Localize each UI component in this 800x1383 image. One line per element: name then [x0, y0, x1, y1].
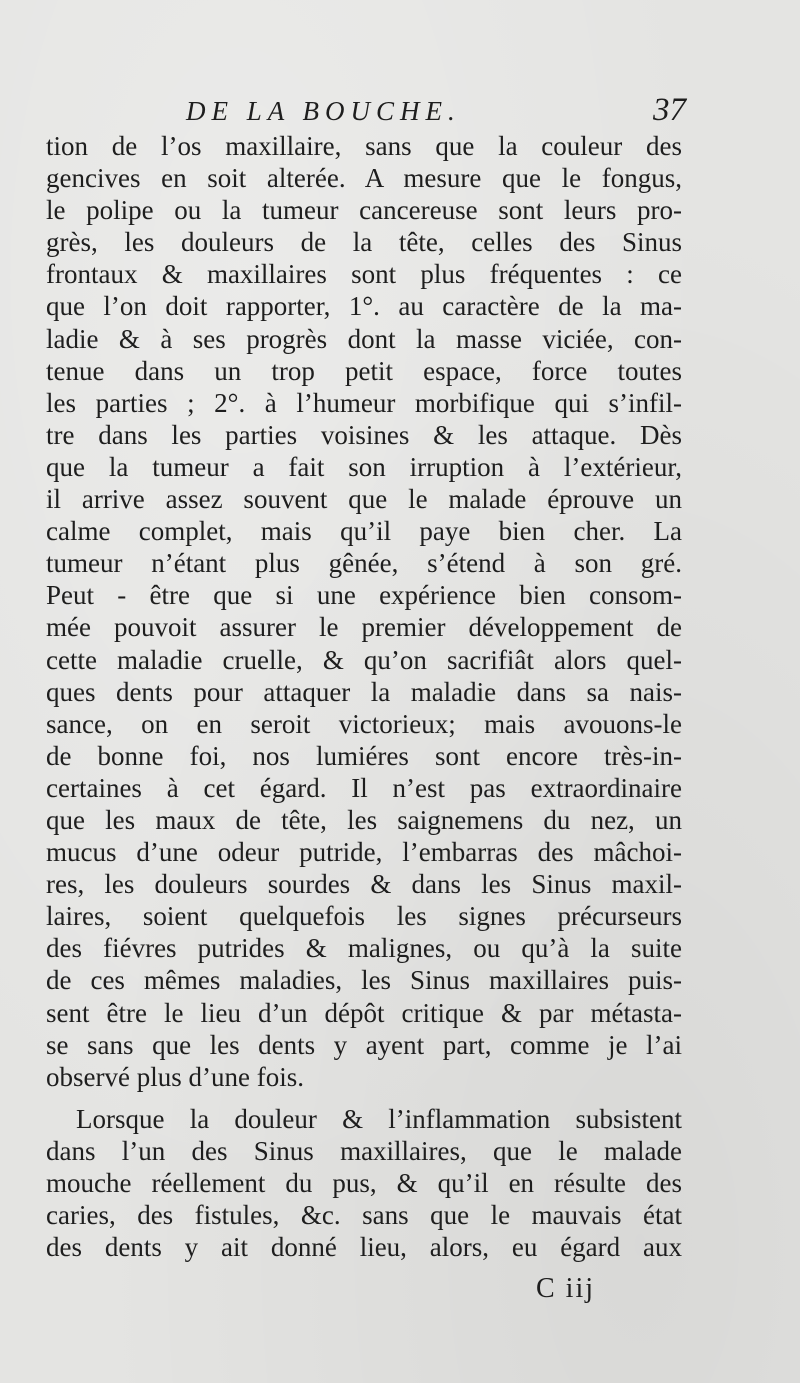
signature-mark: C iij — [536, 1273, 596, 1304]
running-head: DE LA BOUCHE. — [186, 96, 461, 126]
page-number: 37 — [653, 92, 686, 128]
text-line: que l’on doit rapporter, 1°. au caractère de la ma- — [46, 291, 682, 322]
text-line: gencives en soit alterée. A mesure que le fongus, — [46, 163, 682, 194]
text-line: caries, des fistules, &c. sans que le mauvais état — [46, 1200, 682, 1231]
text-line: ques dents pour attaquer la maladie dans sa nais- — [46, 676, 682, 707]
text-line: tumeur n’étant plus gênée, s’étend à son gré. — [46, 548, 682, 579]
paragraph-gap — [46, 1093, 682, 1103]
text-line: sance, on en seroit victorieux; mais avouons-le — [46, 708, 682, 739]
text-line: tre dans les parties voisines & les attaque. Dès — [46, 419, 682, 450]
text-line: res, les douleurs sourdes & dans les Sinus maxil- — [46, 869, 682, 900]
text-line: de ces mêmes maladies, les Sinus maxillaires puis- — [46, 965, 682, 996]
paragraph — [46, 130, 682, 1093]
text-line: certaines à cet égard. Il n’est pas extraordinaire — [46, 772, 682, 803]
text-line: laires, soient quelquefois les signes précurseurs — [46, 901, 682, 932]
text-line: grès, les douleurs de la tête, celles des Sinus — [46, 227, 682, 258]
text-line: les parties ; 2°. à l’humeur morbifique qui s’infil- — [46, 387, 682, 418]
text-line: Peut - être que si une expérience bien consom- — [46, 580, 682, 611]
text-line: que la tumeur a fait son irruption à l’extérieur, — [46, 451, 682, 482]
text-line: de bonne foi, nos lumiéres sont encore très-in- — [46, 740, 682, 771]
text-line: se sans que les dents y ayent part, comme je l’ai — [46, 1029, 682, 1060]
text-line: cette maladie cruelle, & qu’on sacrifiât alors quel- — [46, 644, 682, 675]
text-line: il arrive assez souvent que le malade éprouve un — [46, 484, 682, 515]
text-line: ladie & à ses progrès dont la masse viciée, con- — [46, 323, 682, 354]
text-line: des dents y ait donné lieu, alors, eu égard aux — [46, 1232, 682, 1263]
text-line: mouche réellement du pus, & qu’il en résulte des — [46, 1168, 682, 1198]
paragraph — [46, 1103, 682, 1263]
text-line: observé plus d’une fois. — [46, 1061, 304, 1092]
text-line: Lorsque la douleur & l’inflammation subsistent — [76, 1103, 682, 1134]
text-line: dans l’un des Sinus maxillaires, que le malade — [46, 1135, 682, 1166]
text-line: des fiévres putrides & malignes, ou qu’à la suite — [46, 933, 682, 964]
text-line: mée pouvoit assurer le premier développement de — [46, 612, 682, 643]
text-line: que les maux de tête, les saignemens du nez, un — [46, 804, 682, 835]
text-line: frontaux & maxillaires sont plus fréquentes : ce — [46, 259, 682, 290]
text-line: tenue dans un trop petit espace, force toutes — [46, 355, 682, 386]
text-line: sent être le lieu d’un dépôt critique & par métasta- — [46, 997, 682, 1028]
text-line: le polipe ou la tumeur cancereuse sont leurs pro- — [46, 195, 682, 226]
text-line: mucus d’une odeur putride, l’embarras des mâchoi- — [46, 837, 682, 868]
text-line: tion de l’os maxillaire, sans que la couleur des — [46, 131, 682, 161]
body-text — [46, 130, 682, 1263]
text-line: calme complet, mais qu’il paye bien cher. La — [46, 516, 682, 547]
